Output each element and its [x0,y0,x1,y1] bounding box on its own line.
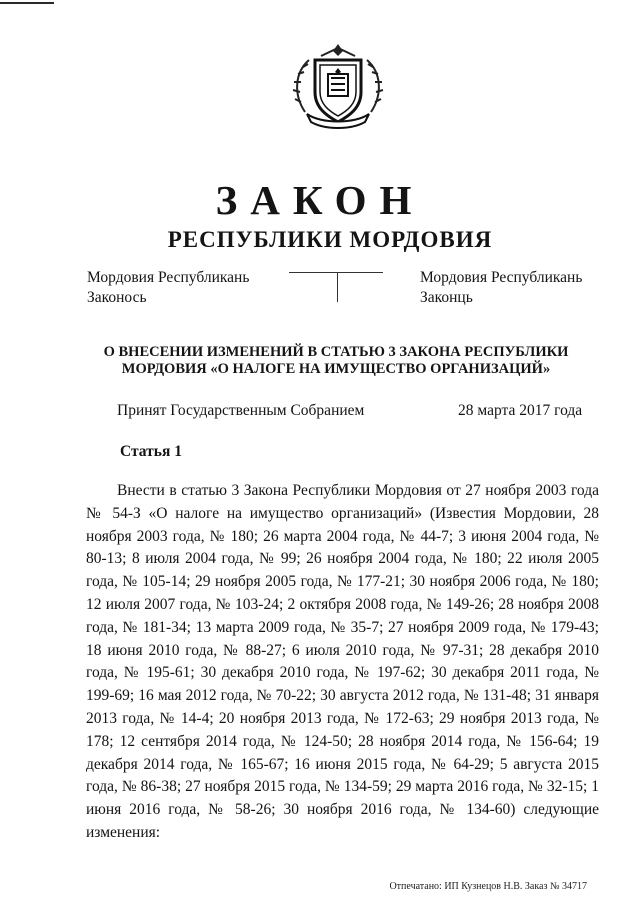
law-heading [0,344,640,378]
coat-of-arms-emblem [291,42,385,132]
moksha-right-line-2: Законць [420,289,473,306]
moksha-label-right [420,268,582,308]
moksha-left-line-1: Мордовия Республикань [87,269,250,286]
header-divider-horizontal [289,272,383,273]
header-divider-vertical [337,272,338,302]
moksha-left-line-2: Законось [87,289,147,306]
moksha-right-line-1: Мордовия Республикань [420,269,583,286]
adoption-by: Принят Государственным Собранием [117,402,365,419]
moksha-label-left [87,268,249,308]
law-subtitle: РЕСПУБЛИКИ МОРДОВИЯ [167,227,493,252]
law-heading-line-1: О ВНЕСЕНИИ ИЗМЕНЕНИЙ В СТАТЬЮ 3 ЗАКОНА РЕСПУБЛИКИ [103,344,569,360]
adoption-date: 28 марта 2017 года [458,402,583,419]
corner-mark [0,2,54,4]
printer-note: Отпечатано: ИП Кузнецов Н.В. Заказ № 34717 [389,881,587,892]
article-body-text: Внести в статью 3 Закона Республики Мордовия от 27 ноября 2003 года № 54-З «О налоге на имущество организаций» (Известия Мордовии, 28 ноября 2003 года, № 180; 26 марта 2004 года, № 44-7; 3 июня 2004 года, № 80-13; 8 июля 2004 года, № 99; 26 ноября 2004 года, № 180; 22 июля 2005 года, № 105-14; 29 ноября 2005 года, № 177-21; 30 ноября 2006 года, № 180; 12 июля 2007 года, № 103-24; 2 октября 2008 года, № 149-26; 28 ноября 2008 года, № 181-34; 13 марта 2009 года, № 35-7; 27 ноября 2009 года, № 179-43; 18 июня 2010 года, № 88-27; 6 июля 2010 года, № 97-31; 28 декабря 2010 года, № 195-61; 30 декабря 2010 года, № 197-62; 30 декабря 2011 года, № 199-69; 16 мая 2012 года, № 70-22; 30 августа 2012 года, № 131-48; 31 января 2013 года, № 14-4; 20 ноября 2013 года, № 172-63; 29 ноября 2013 года, № 178; 12 сентября 2014 года, № 124-50; 28 ноября 2014 года, № 156-64; 19 декабря 2014 года, № 165-67; 16 июня 2015 года, № 64-29; 5 августа 2015 года, № 86-38; 27 ноября 2015 года, № 134-59; 29 марта 2016 года, № 32-15; 1 июня 2016 года, № 58-26; 30 ноября 2016 года, № 134-60) следующие изменения: [86,482,599,841]
law-heading-line-2: МОРДОВИЯ «О НАЛОГЕ НА ИМУЩЕСТВО ОРГАНИЗАЦИЙ» [121,361,551,377]
article-heading: Статья 1 [120,443,182,460]
law-title: ЗАКОН [215,177,425,223]
